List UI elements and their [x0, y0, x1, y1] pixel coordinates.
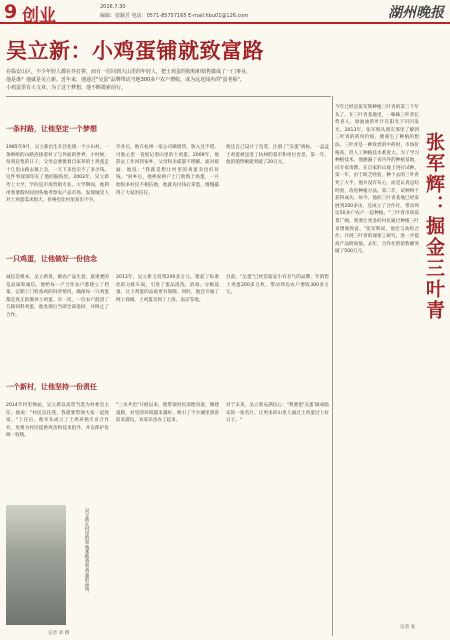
photo — [6, 505, 66, 625]
story2-column-2: 2013年，吴立新又投资200多万元，建起了标准化的分拣车间，引进了蛋品清洗、消毒、分级设备，让土鸡蛋的品质更有保障。同时，他还开通了网上商城，土鸡蛋卖到了上海、南京等地。 — [116, 275, 219, 303]
story3-column-3: 对于未来，吴立新充满信心："我要把'吴蛋'做成临安的一张名片，让更多的山里人通过土鸡蛋过上好日子。" — [226, 403, 329, 424]
story1-column-2: 毕业后，他在杭州一家公司做销售，收入还不错。可他心里一直惦记着山里的土鸡蛋。2009年，他辞去工作回到家乡，父母和亲戚都不理解。面对质疑，他说："我就是想让村里的鸡蛋卖出好价钱。"回乡后，他挨家挨户上门收购土鸡蛋，一开始很多村民不相信他，他就先付钱后拿蛋，慢慢赢得了大家的信任。 — [116, 145, 219, 196]
photo-credit: 记者 刘 摄 — [48, 631, 70, 636]
headline: 吴立新：小鸡蛋铺就致富路 — [6, 39, 264, 63]
sidebar-text: 今年已经是张军辉种植三叶青的第三个年头了。在三叶青基地里，一株株三叶青长势喜人，绿油油的叶片在阳光下闪闪发光。2013年，张军辉从朋友那里了解到三叶青的药用价值，便萌生了种植的想法。三叶青是一种珍贵的中药材，市场价格高，但人工种植技术难度大。为了学习种植技术，他跑遍了省内外的种植基地，向专家请教，在自家的山地上进行试种。第一年，由于缺乏经验，种下去的三叶青死了大半，他并没有灰心，而是认真总结经验，改进种植方法。第二年，试种终于获得成功。如今，他的三叶青基地已经发展到200多亩，还成立了合作社，带动周边50多户农户一起种植。"三叶青市场前景广阔，我要让更多的村民通过种植三叶青增收致富。"张军辉说。他还与高校合作，开展三叶青的深加工研究，进一步提高产品附加值。去年，合作社的销售额突破了500万元。 — [335, 105, 419, 255]
photo-caption: 吴立新在村里的养殖基地查看鸡蛋的品质。 — [84, 508, 89, 596]
story2-column-3: 目前，"吴蛋"已经是临安小有名气的品牌，年销售土鸡蛋200多万枚，带动周边农户增收300多万元。 — [226, 275, 329, 296]
lead-line: 在临安山区，不少年轻人都在外打拼，而有一位回到大山里的年轻人，把土鸡蛋的收购和销售做成了一门事业， — [6, 69, 252, 75]
editor-line: 编辑：佼颖芳 电话：0571-85757165 E-mail:hbu01@126.com — [100, 13, 249, 19]
date-line: 2016.7.30 — [100, 4, 126, 10]
subhead-story1: 一条村路，让他坚定一个梦想 — [6, 125, 97, 133]
sidebar-title: 张军辉：掘金三叶青 — [423, 132, 445, 321]
story2-column-1: 诚信是根本。吴立新说，做农产品生意，最重要的是品质和诚信。他给每一户合作农户都建立了档案，定期上门检查鸡的饲养情况，确保每一只鸡蛋都是真正的散养土鸡蛋。有一次，一位农户混进了几箱饲料鸡蛋，他发现后当即全部退回，并终止了合作。 — [6, 275, 109, 318]
story3-column-1: 2014年村里换届，吴立新以高票当选为村委会主任。他说："村民信任我，我就要带领大家一起致富。"上任后，他牵头成立了土鸡养殖专业合作社，免费为村民提供鸡苗和技术指导，并以保护价统一收购。 — [6, 403, 109, 439]
divider — [6, 96, 331, 97]
masthead: 湖州晚报 — [388, 5, 444, 21]
lead-line: 小鸡蛋里有大文章。为了这个梦想，他不断摸索前行。 — [6, 85, 127, 91]
page-header — [0, 0, 450, 24]
column-divider — [332, 96, 333, 636]
story3-column-2: "三水共治"开展以来，他带领村民清理河道、修建道路，村里的环境越来越好，吸引了不少城里游客前来游玩，农家乐也办了起来。 — [116, 403, 219, 424]
page-number: 9 — [4, 1, 18, 23]
subhead-story2: 一只鸡蛋，让他做好一份信念 — [6, 255, 97, 263]
story1-column-3: 他还自己设计了包装，注册了"吴蛋"商标，一盒盒土鸡蛋被送进了杭州的超市和单位食堂。第一年，他的销售额就突破了20万元。 — [226, 145, 329, 166]
lead-line: 他是谁？他就是吴立新。近年来，他通过"吴蛋"品牌带动当地300多户农户增收，成为远近闻名的"蛋老板"。 — [6, 77, 245, 83]
sidebar-credit: 记者 张 — [400, 625, 416, 630]
lead-paragraph — [6, 68, 406, 92]
section-title: 创业 — [22, 6, 56, 26]
subhead-story3: 一个新村，让他坚持一份责任 — [6, 383, 97, 391]
story1-column-1: 1985年9月，吴立新出生在昌化镇一个小山村，一条崎岖的山路连接着村子与外面的世界。小时候，每到赶集的日子，父母总要挑着自家养的土鸡蛋走十几里山路去镇上卖，一天下来也卖不了多少钱。这件事深深印在了他的脑海里。2003年，吴立新考上大学，学的是市场营销专业。大学期间，他利用寒暑假时间到各地考察农产品市场，发现城里人对土鸡蛋需求很大，价格也比村里高出不少。 — [6, 145, 109, 204]
